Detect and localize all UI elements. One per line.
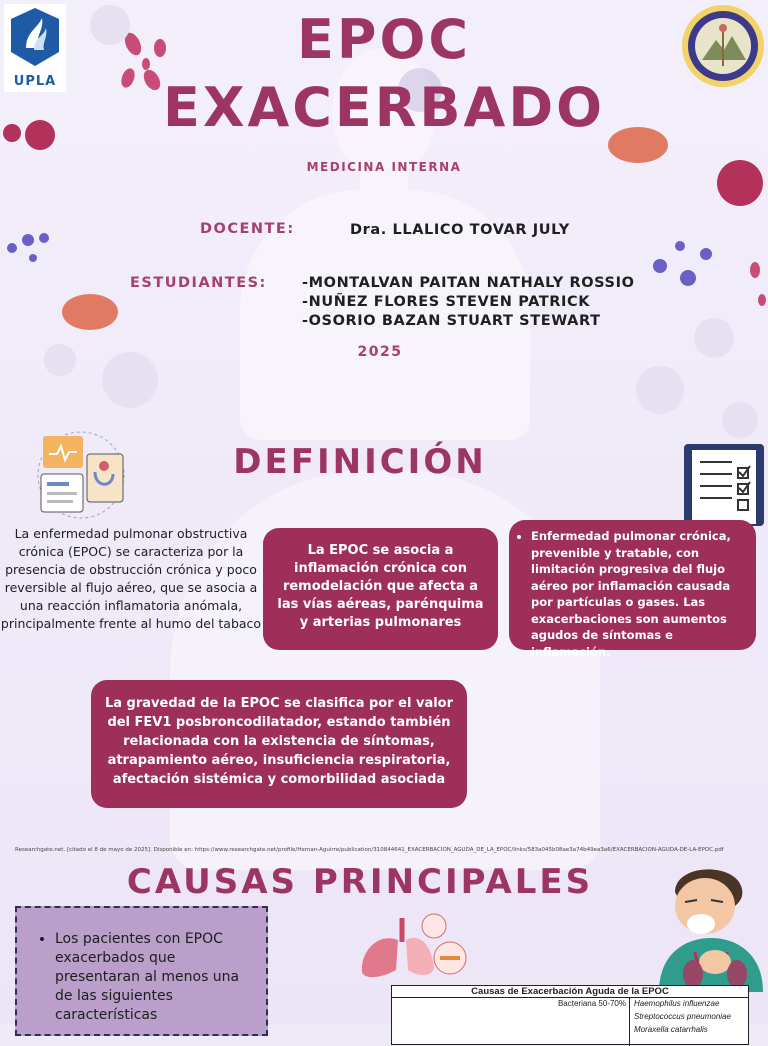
definicion-text: La enfermedad pulmonar obstructiva crónica (EPOC) se caracteriza por la presencia de obstrucción crónica y poco reversible al flujo aéreo, que se asocia a una reacción inflamatoria anómala, principalmente frente al humo del tabaco	[0, 526, 262, 631]
organism-item: Moraxella catarrhalis	[634, 1025, 708, 1034]
student-list	[302, 274, 635, 331]
page-title-line1: EPOC	[297, 8, 471, 71]
definicion-heading: DEFINICIÓN	[233, 442, 487, 482]
docente-label: DOCENTE:	[200, 221, 295, 237]
coughing-patient-icon	[655, 862, 768, 992]
organism-item: Haemophilus influenzae	[634, 999, 720, 1008]
clipboard-icon	[682, 440, 766, 526]
student-name: -NUÑEZ FLORES STEVEN PATRICK	[302, 294, 591, 310]
university-shield-icon	[4, 4, 66, 72]
faculty-seal-icon	[680, 2, 766, 90]
causas-criteria-box	[15, 906, 268, 1036]
student-name: -OSORIO BAZAN STUART STEWART	[302, 313, 601, 329]
definicion-box-enfermedad	[509, 520, 756, 659]
causas-bullet: • Los pacientes con EPOC exacerbados que presentaran al menos una de las siguientes características	[55, 930, 256, 1025]
course-subtitle: MEDICINA INTERNA	[306, 160, 462, 174]
causes-table-title: Causas de Exacerbación Aguda de la EPOC	[392, 986, 748, 998]
organism-item: Streptococcus pneumoniae	[634, 1012, 731, 1021]
causes-table-row-label: Bacteriana 50-70%	[557, 999, 626, 1008]
definicion-box-gravedad: La gravedad de la EPOC se clasifica por el valor del FEV1 posbroncodilatador, estando también relacionada con la existencia de síntomas, atrapamiento aéreo, insuficiencia respiratoria, afectación sistémica y comorbilidad asociada	[91, 680, 467, 808]
faculty-seal	[680, 2, 766, 90]
lungs-icon	[352, 912, 470, 982]
upla-logo-text: UPLA	[13, 74, 57, 89]
medical-records-icon	[35, 430, 127, 520]
definicion-box-inflamacion: La EPOC se asocia a inflamación crónica con remodelación que afecta a las vías aéreas, parénquima y arterias pulmonares	[263, 528, 498, 650]
citation-text: Researchgate.net. [citado el 8 de mayo de 2025]. Disponible en: https://www.researchgate.net/profile/Hernan-Aguirre/publication/310844641_EXACERBACION_AGUDA_DE_LA_EPOC/links/583a045b08ae3a74b49ea3a6/EXACERBACION-AGUDA-DE-LA-EPOC.pdf	[15, 847, 724, 853]
page-title-line2: EXACERBADO	[162, 76, 606, 139]
docente-name: Dra. LLALICO TOVAR JULY	[350, 222, 570, 238]
year-label: 2025	[357, 344, 403, 360]
causas-heading: CAUSAS PRINCIPALES	[126, 862, 594, 902]
upla-logo	[4, 4, 66, 92]
definicion-bullet: • Enfermedad pulmonar crónica, prevenible y tratable, con limitación progresiva del flujo aéreo por inflamación causada por partículas o gases. Las exacerbaciones son aumentos agudos de síntomas e inflamación.	[531, 528, 746, 660]
student-name: -MONTALVAN PAITAN NATHALY ROSSIO	[302, 275, 635, 291]
estudiantes-label: ESTUDIANTES:	[130, 275, 267, 291]
causes-table	[391, 985, 749, 1045]
